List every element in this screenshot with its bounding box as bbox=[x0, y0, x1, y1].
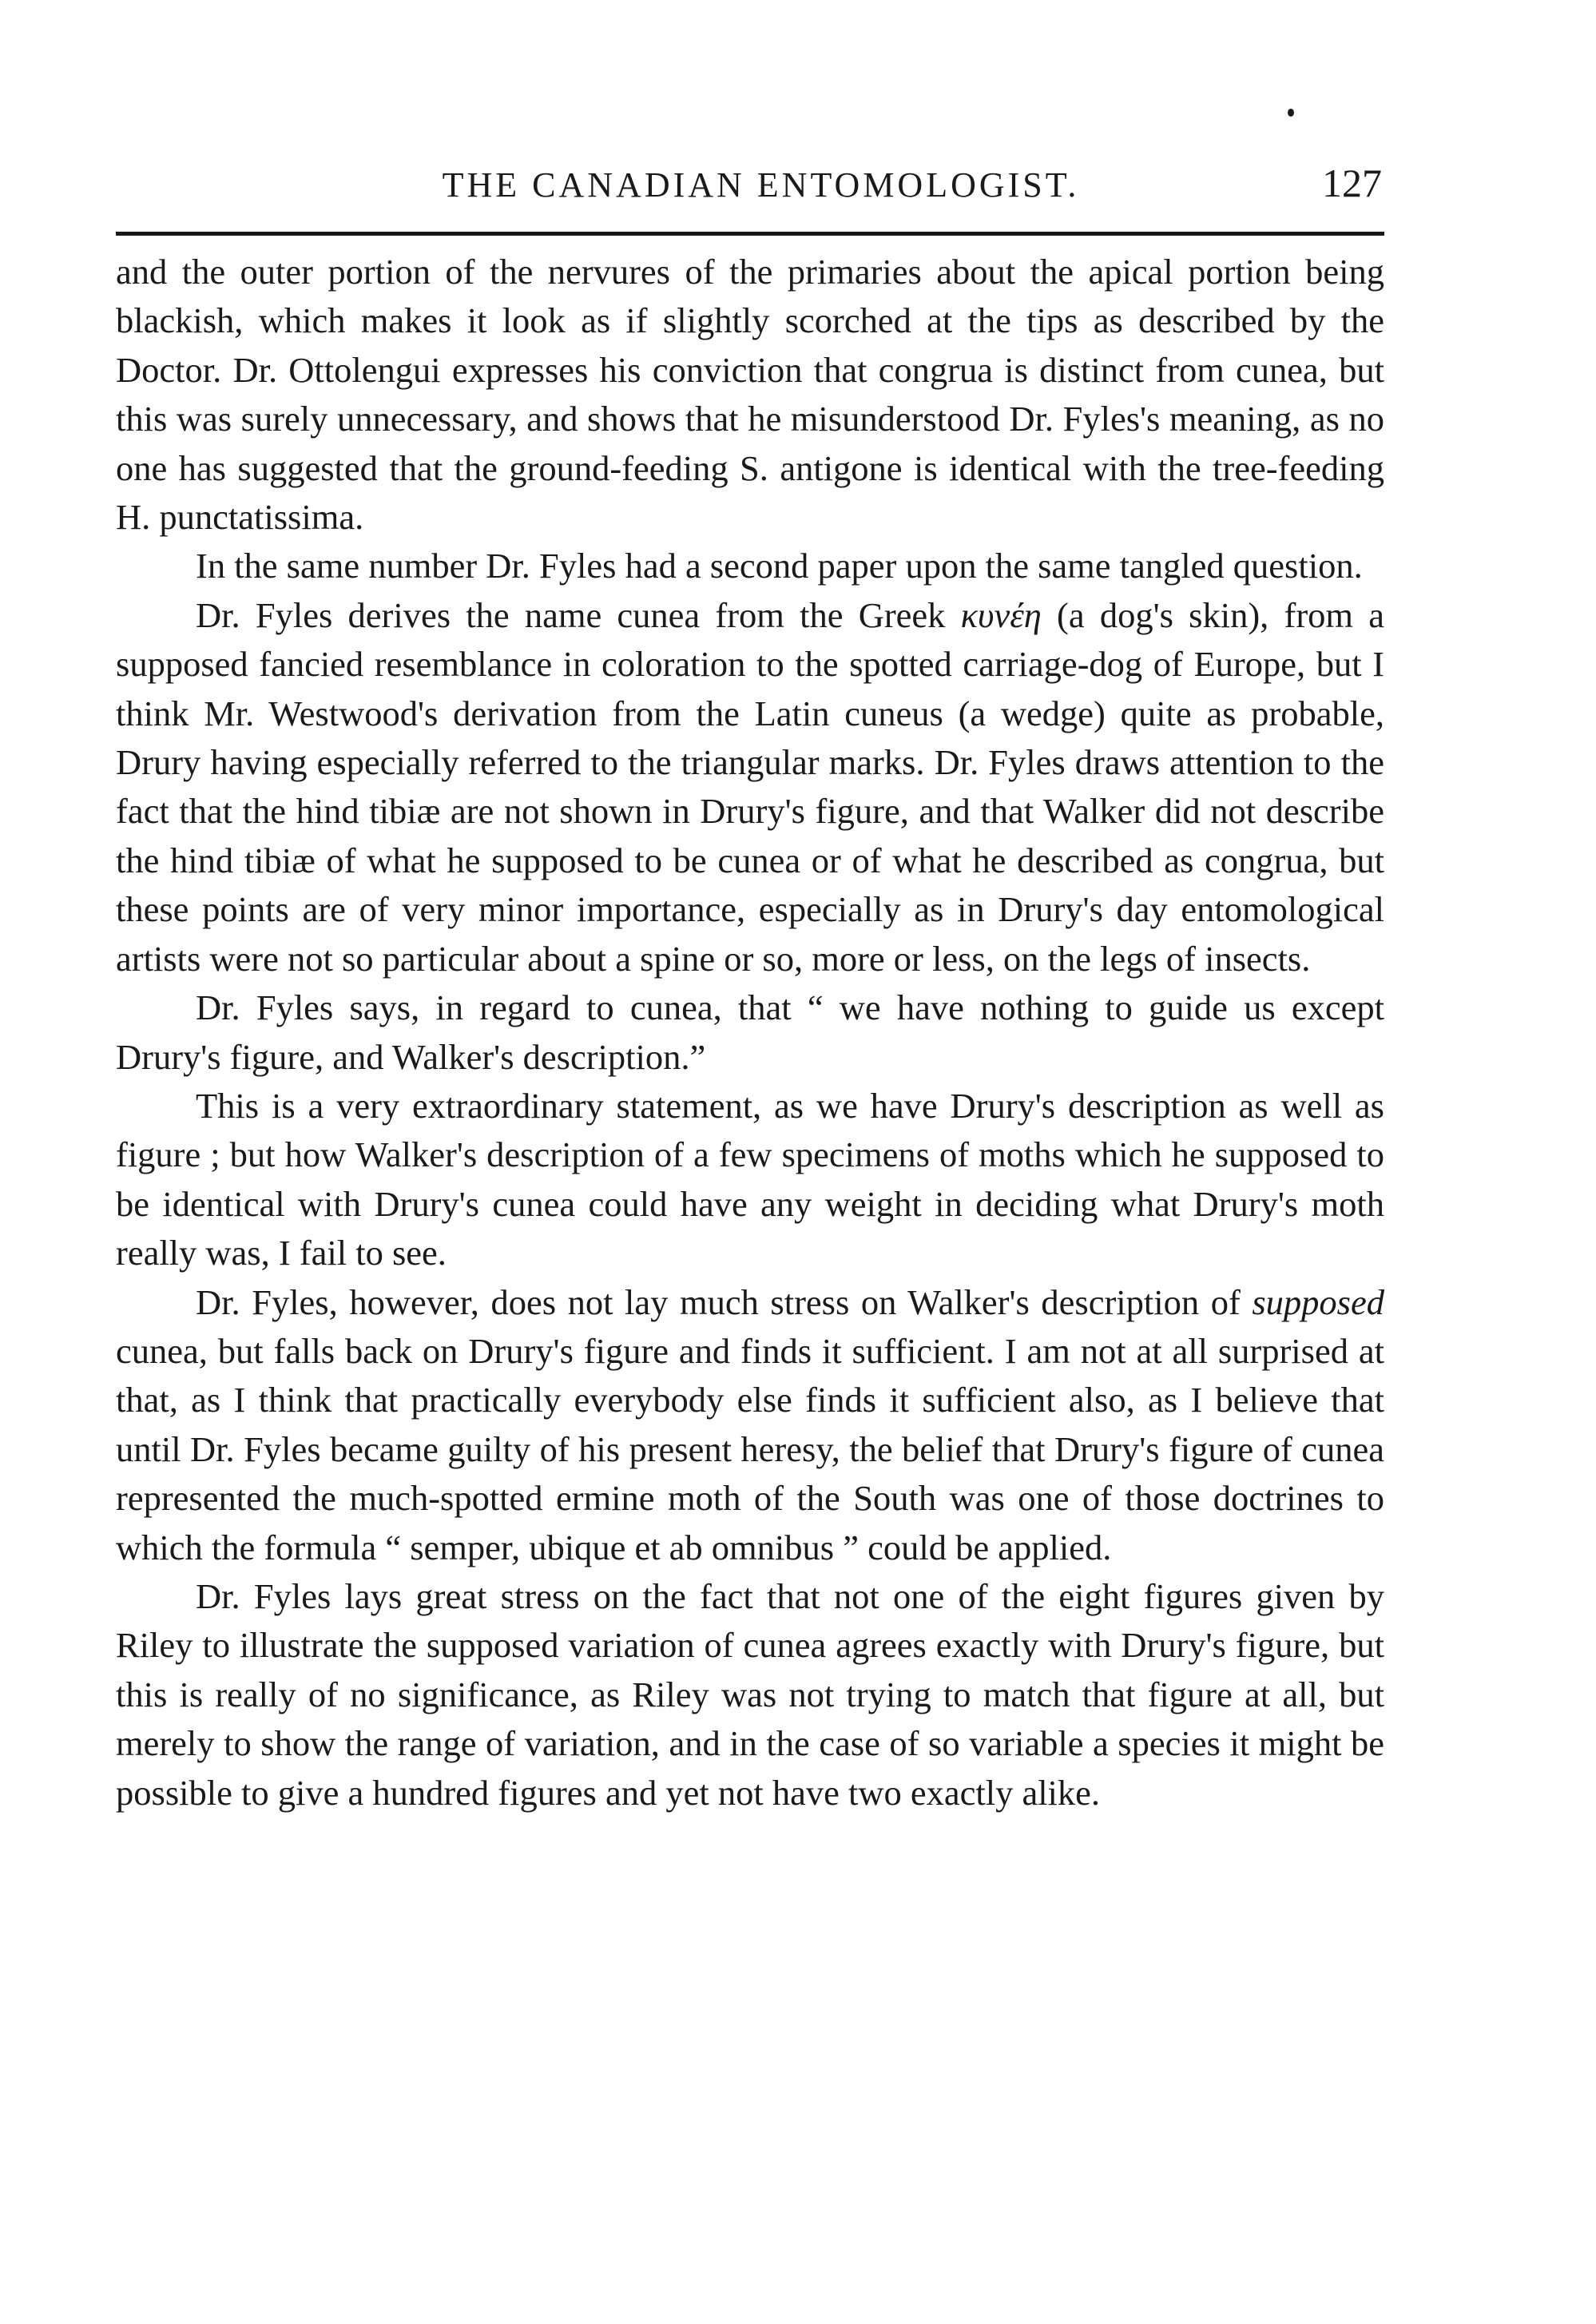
paragraph-6 bbox=[116, 1278, 1384, 1572]
paragraph-6-part-b: cunea, but falls back on Drury's figure and finds it sufficient. I am not at all surprised at that, as I think that practically everybody else finds it sufficient also, as I believe that until Dr. Fyles became guilty of his present heresy, the belief that Drury's figure of cunea represented the much-spotted ermine moth of the South was one of those doctrines to which the formula “ semper, ubique et ab omnibus ” could be applied. bbox=[116, 1330, 1384, 1567]
paragraph-1: and the outer portion of the nervures of the primaries about the apical portion being blackish, which makes it look as if slightly scorched at the tips as described by the Doctor. Dr. Ottolengui expresses his conviction that congrua is distinct from cunea, but this was surely unnecessary, and shows that he misunderstood Dr. Fyles's meaning, as no one has suggested that the ground-feeding S. antigone is identical with the tree-feeding H. punctatissima. bbox=[116, 252, 1384, 538]
page-number: 127 bbox=[1322, 161, 1382, 205]
paragraph-3-part-a: Dr. Fyles derives the name cunea from the Greek bbox=[196, 594, 961, 635]
ink-dot bbox=[1288, 109, 1294, 117]
italic-word: supposed bbox=[1252, 1281, 1384, 1322]
paragraph-4: Dr. Fyles says, in regard to cunea, that “ we have nothing to guide us except Drury's figure, and Walker's description.” bbox=[116, 987, 1384, 1077]
paragraph-3-part-b: (a dog's skin), from a supposed fancied resemblance in coloration to the spotted carriage-dog of Europe, but I think Mr. Westwood's derivation from the Latin cuneus (a wedge) quite as probable, Drury having especially referred to the triangular marks. Dr. Fyles draws attention to the fact that the hind tibiæ are not shown in Drury's figure, and that Walker did not describe the hind tibiæ of what he supposed to be cunea or of what he described as congrua, but these points are of very minor importance, especially as in Drury's day entomological artists were not so particular about a spine or so, more or less, on the legs of insects. bbox=[116, 594, 1384, 979]
paragraph-7: Dr. Fyles lays great stress on the fact that not one of the eight figures given by Riley to illustrate the supposed variation of cunea agrees exactly with Drury's figure, but this is really of no significance, as Riley was not trying to match that figure at all, but merely to show the range of variation, and in the case of so variable a species it might be possible to give a hundred figures and yet not have two exactly alike. bbox=[116, 1575, 1384, 1813]
running-title: THE CANADIAN ENTOMOLOGIST. bbox=[442, 165, 1080, 205]
paragraph-3 bbox=[116, 591, 1384, 983]
paragraph-6-part-a: Dr. Fyles, however, does not lay much stress on Walker's description of bbox=[196, 1281, 1253, 1322]
paragraph-5: This is a very extraordinary statement, as we have Drury's description as well as figure ; but how Walker's description of a few specimens of moths which he supposed to be identical with Drury's cunea could have any weight in deciding what Drury's moth really was, I fail to see. bbox=[116, 1085, 1384, 1273]
page-header bbox=[116, 160, 1382, 216]
body-text bbox=[116, 248, 1384, 1817]
greek-word: κυνέη bbox=[960, 594, 1042, 635]
header-rule bbox=[116, 232, 1384, 236]
paragraph-2: In the same number Dr. Fyles had a second paper upon the same tangled question. bbox=[196, 546, 1363, 586]
